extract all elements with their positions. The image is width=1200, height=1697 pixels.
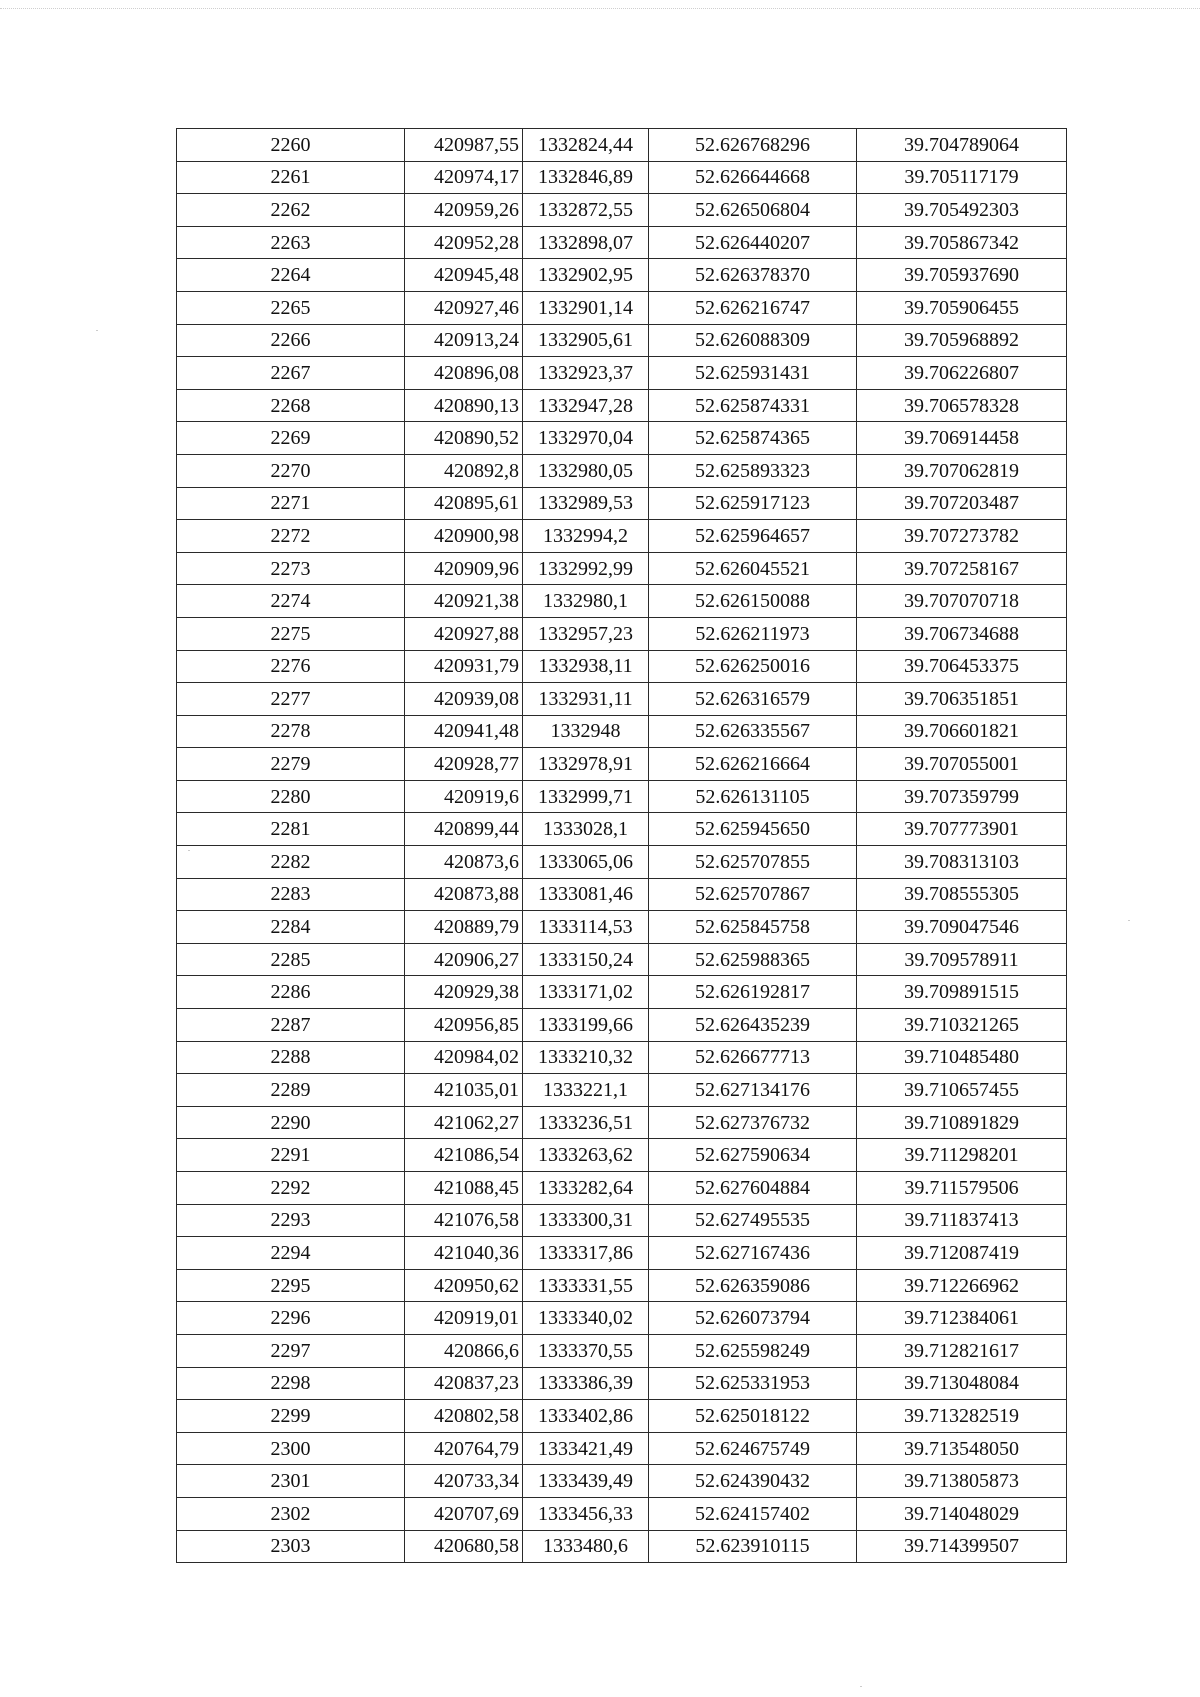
point-number-cell: 2275 bbox=[177, 617, 405, 650]
x-coordinate-cell: 420764,79 bbox=[405, 1432, 523, 1465]
table-row bbox=[177, 1432, 1067, 1465]
point-number-cell: 2283 bbox=[177, 878, 405, 911]
x-coordinate-cell: 420959,26 bbox=[405, 194, 523, 227]
longitude-cell: 39.710657455 bbox=[857, 1074, 1067, 1107]
x-coordinate-cell: 420984,02 bbox=[405, 1041, 523, 1074]
x-coordinate-cell: 420939,08 bbox=[405, 683, 523, 716]
latitude-cell: 52.627604884 bbox=[649, 1172, 857, 1205]
point-number-cell: 2299 bbox=[177, 1400, 405, 1433]
table-row bbox=[177, 683, 1067, 716]
table-row bbox=[177, 1465, 1067, 1498]
latitude-cell: 52.626073794 bbox=[649, 1302, 857, 1335]
table-row bbox=[177, 585, 1067, 618]
x-coordinate-cell: 420866,6 bbox=[405, 1334, 523, 1367]
y-coordinate-cell: 1333263,62 bbox=[523, 1139, 649, 1172]
longitude-cell: 39.705117179 bbox=[857, 161, 1067, 194]
point-number-cell: 2277 bbox=[177, 683, 405, 716]
table-row bbox=[177, 1041, 1067, 1074]
x-coordinate-cell: 420707,69 bbox=[405, 1497, 523, 1530]
longitude-cell: 39.708555305 bbox=[857, 878, 1067, 911]
latitude-cell: 52.627495535 bbox=[649, 1204, 857, 1237]
y-coordinate-cell: 1333114,53 bbox=[523, 911, 649, 944]
table-row bbox=[177, 650, 1067, 683]
point-number-cell: 2267 bbox=[177, 357, 405, 390]
table-row bbox=[177, 715, 1067, 748]
x-coordinate-cell: 420921,38 bbox=[405, 585, 523, 618]
point-number-cell: 2268 bbox=[177, 389, 405, 422]
longitude-cell: 39.704789064 bbox=[857, 129, 1067, 162]
longitude-cell: 39.707203487 bbox=[857, 487, 1067, 520]
longitude-cell: 39.714048029 bbox=[857, 1497, 1067, 1530]
table-row bbox=[177, 911, 1067, 944]
latitude-cell: 52.625893323 bbox=[649, 454, 857, 487]
latitude-cell: 52.626768296 bbox=[649, 129, 857, 162]
table-row bbox=[177, 748, 1067, 781]
x-coordinate-cell: 420873,88 bbox=[405, 878, 523, 911]
x-coordinate-cell: 420919,01 bbox=[405, 1302, 523, 1335]
x-coordinate-cell: 420733,34 bbox=[405, 1465, 523, 1498]
table-row bbox=[177, 552, 1067, 585]
latitude-cell: 52.626316579 bbox=[649, 683, 857, 716]
latitude-cell: 52.627134176 bbox=[649, 1074, 857, 1107]
x-coordinate-cell: 421088,45 bbox=[405, 1172, 523, 1205]
longitude-cell: 39.707258167 bbox=[857, 552, 1067, 585]
point-number-cell: 2261 bbox=[177, 161, 405, 194]
latitude-cell: 52.627376732 bbox=[649, 1106, 857, 1139]
y-coordinate-cell: 1333456,33 bbox=[523, 1497, 649, 1530]
y-coordinate-cell: 1333282,64 bbox=[523, 1172, 649, 1205]
y-coordinate-cell: 1332999,71 bbox=[523, 780, 649, 813]
table-row bbox=[177, 878, 1067, 911]
longitude-cell: 39.707070718 bbox=[857, 585, 1067, 618]
longitude-cell: 39.713048084 bbox=[857, 1367, 1067, 1400]
longitude-cell: 39.705492303 bbox=[857, 194, 1067, 227]
latitude-cell: 52.624157402 bbox=[649, 1497, 857, 1530]
longitude-cell: 39.707773901 bbox=[857, 813, 1067, 846]
x-coordinate-cell: 420680,58 bbox=[405, 1530, 523, 1563]
latitude-cell: 52.626378370 bbox=[649, 259, 857, 292]
table-row bbox=[177, 1269, 1067, 1302]
y-coordinate-cell: 1333300,31 bbox=[523, 1204, 649, 1237]
latitude-cell: 52.626506804 bbox=[649, 194, 857, 227]
longitude-cell: 39.712266962 bbox=[857, 1269, 1067, 1302]
latitude-cell: 52.626216747 bbox=[649, 291, 857, 324]
latitude-cell: 52.625964657 bbox=[649, 520, 857, 553]
point-number-cell: 2292 bbox=[177, 1172, 405, 1205]
table-row bbox=[177, 194, 1067, 227]
table-row bbox=[177, 520, 1067, 553]
y-coordinate-cell: 1333171,02 bbox=[523, 976, 649, 1009]
latitude-cell: 52.626644668 bbox=[649, 161, 857, 194]
latitude-cell: 52.626250016 bbox=[649, 650, 857, 683]
longitude-cell: 39.710485480 bbox=[857, 1041, 1067, 1074]
x-coordinate-cell: 420890,52 bbox=[405, 422, 523, 455]
y-coordinate-cell: 1333081,46 bbox=[523, 878, 649, 911]
point-number-cell: 2301 bbox=[177, 1465, 405, 1498]
latitude-cell: 52.626216664 bbox=[649, 748, 857, 781]
point-number-cell: 2284 bbox=[177, 911, 405, 944]
scan-speck bbox=[188, 850, 190, 851]
x-coordinate-cell: 420927,88 bbox=[405, 617, 523, 650]
table-row bbox=[177, 1009, 1067, 1042]
point-number-cell: 2294 bbox=[177, 1237, 405, 1270]
x-coordinate-cell: 420927,46 bbox=[405, 291, 523, 324]
longitude-cell: 39.708313103 bbox=[857, 846, 1067, 879]
longitude-cell: 39.706351851 bbox=[857, 683, 1067, 716]
x-coordinate-cell: 420890,13 bbox=[405, 389, 523, 422]
latitude-cell: 52.626359086 bbox=[649, 1269, 857, 1302]
latitude-cell: 52.625945650 bbox=[649, 813, 857, 846]
y-coordinate-cell: 1333210,32 bbox=[523, 1041, 649, 1074]
longitude-cell: 39.710891829 bbox=[857, 1106, 1067, 1139]
point-number-cell: 2278 bbox=[177, 715, 405, 748]
y-coordinate-cell: 1332978,91 bbox=[523, 748, 649, 781]
table-row bbox=[177, 1204, 1067, 1237]
latitude-cell: 52.625931431 bbox=[649, 357, 857, 390]
latitude-cell: 52.625845758 bbox=[649, 911, 857, 944]
point-number-cell: 2263 bbox=[177, 226, 405, 259]
table-row bbox=[177, 780, 1067, 813]
x-coordinate-cell: 420899,44 bbox=[405, 813, 523, 846]
y-coordinate-cell: 1333236,51 bbox=[523, 1106, 649, 1139]
x-coordinate-cell: 420913,24 bbox=[405, 324, 523, 357]
latitude-cell: 52.626677713 bbox=[649, 1041, 857, 1074]
scan-speck bbox=[1128, 920, 1130, 921]
x-coordinate-cell: 420956,85 bbox=[405, 1009, 523, 1042]
y-coordinate-cell: 1332989,53 bbox=[523, 487, 649, 520]
latitude-cell: 52.626335567 bbox=[649, 715, 857, 748]
y-coordinate-cell: 1332948 bbox=[523, 715, 649, 748]
y-coordinate-cell: 1332846,89 bbox=[523, 161, 649, 194]
x-coordinate-cell: 420837,23 bbox=[405, 1367, 523, 1400]
table-row bbox=[177, 389, 1067, 422]
y-coordinate-cell: 1332957,23 bbox=[523, 617, 649, 650]
table-row bbox=[177, 1106, 1067, 1139]
longitude-cell: 39.705968892 bbox=[857, 324, 1067, 357]
point-number-cell: 2288 bbox=[177, 1041, 405, 1074]
longitude-cell: 39.713282519 bbox=[857, 1400, 1067, 1433]
point-number-cell: 2303 bbox=[177, 1530, 405, 1563]
point-number-cell: 2295 bbox=[177, 1269, 405, 1302]
longitude-cell: 39.714399507 bbox=[857, 1530, 1067, 1563]
y-coordinate-cell: 1333221,1 bbox=[523, 1074, 649, 1107]
longitude-cell: 39.713548050 bbox=[857, 1432, 1067, 1465]
point-number-cell: 2297 bbox=[177, 1334, 405, 1367]
table-row bbox=[177, 617, 1067, 650]
latitude-cell: 52.626440207 bbox=[649, 226, 857, 259]
y-coordinate-cell: 1333150,24 bbox=[523, 943, 649, 976]
longitude-cell: 39.707055001 bbox=[857, 748, 1067, 781]
y-coordinate-cell: 1333421,49 bbox=[523, 1432, 649, 1465]
latitude-cell: 52.626150088 bbox=[649, 585, 857, 618]
y-coordinate-cell: 1333340,02 bbox=[523, 1302, 649, 1335]
latitude-cell: 52.624390432 bbox=[649, 1465, 857, 1498]
point-number-cell: 2296 bbox=[177, 1302, 405, 1335]
table-row bbox=[177, 1172, 1067, 1205]
table-row bbox=[177, 129, 1067, 162]
longitude-cell: 39.706578328 bbox=[857, 389, 1067, 422]
point-number-cell: 2290 bbox=[177, 1106, 405, 1139]
longitude-cell: 39.705867342 bbox=[857, 226, 1067, 259]
table-row bbox=[177, 943, 1067, 976]
y-coordinate-cell: 1332902,95 bbox=[523, 259, 649, 292]
table-row bbox=[177, 976, 1067, 1009]
y-coordinate-cell: 1333317,86 bbox=[523, 1237, 649, 1270]
latitude-cell: 52.625331953 bbox=[649, 1367, 857, 1400]
latitude-cell: 52.627590634 bbox=[649, 1139, 857, 1172]
point-number-cell: 2282 bbox=[177, 846, 405, 879]
table-row bbox=[177, 454, 1067, 487]
latitude-cell: 52.625707867 bbox=[649, 878, 857, 911]
longitude-cell: 39.711579506 bbox=[857, 1172, 1067, 1205]
table-row bbox=[177, 422, 1067, 455]
table-row bbox=[177, 161, 1067, 194]
latitude-cell: 52.625598249 bbox=[649, 1334, 857, 1367]
x-coordinate-cell: 420895,61 bbox=[405, 487, 523, 520]
table-row bbox=[177, 1400, 1067, 1433]
x-coordinate-cell: 420929,38 bbox=[405, 976, 523, 1009]
point-number-cell: 2285 bbox=[177, 943, 405, 976]
point-number-cell: 2262 bbox=[177, 194, 405, 227]
longitude-cell: 39.707273782 bbox=[857, 520, 1067, 553]
y-coordinate-cell: 1332970,04 bbox=[523, 422, 649, 455]
x-coordinate-cell: 420900,98 bbox=[405, 520, 523, 553]
x-coordinate-cell: 420889,79 bbox=[405, 911, 523, 944]
table-row bbox=[177, 1530, 1067, 1563]
x-coordinate-cell: 421040,36 bbox=[405, 1237, 523, 1270]
scan-speck bbox=[860, 1686, 862, 1687]
x-coordinate-cell: 420928,77 bbox=[405, 748, 523, 781]
y-coordinate-cell: 1332923,37 bbox=[523, 357, 649, 390]
coordinates-table-body bbox=[177, 129, 1067, 1563]
table-row bbox=[177, 487, 1067, 520]
x-coordinate-cell: 421035,01 bbox=[405, 1074, 523, 1107]
latitude-cell: 52.625018122 bbox=[649, 1400, 857, 1433]
latitude-cell: 52.625707855 bbox=[649, 846, 857, 879]
x-coordinate-cell: 420896,08 bbox=[405, 357, 523, 390]
point-number-cell: 2264 bbox=[177, 259, 405, 292]
latitude-cell: 52.626211973 bbox=[649, 617, 857, 650]
latitude-cell: 52.625988365 bbox=[649, 943, 857, 976]
point-number-cell: 2279 bbox=[177, 748, 405, 781]
scan-speck bbox=[96, 330, 98, 331]
table-row bbox=[177, 226, 1067, 259]
x-coordinate-cell: 421062,27 bbox=[405, 1106, 523, 1139]
table-row bbox=[177, 1139, 1067, 1172]
x-coordinate-cell: 420906,27 bbox=[405, 943, 523, 976]
longitude-cell: 39.707359799 bbox=[857, 780, 1067, 813]
longitude-cell: 39.711837413 bbox=[857, 1204, 1067, 1237]
y-coordinate-cell: 1332994,2 bbox=[523, 520, 649, 553]
table-row bbox=[177, 1334, 1067, 1367]
table-row bbox=[177, 259, 1067, 292]
table-row bbox=[177, 357, 1067, 390]
longitude-cell: 39.705937690 bbox=[857, 259, 1067, 292]
y-coordinate-cell: 1333065,06 bbox=[523, 846, 649, 879]
point-number-cell: 2271 bbox=[177, 487, 405, 520]
latitude-cell: 52.623910115 bbox=[649, 1530, 857, 1563]
longitude-cell: 39.713805873 bbox=[857, 1465, 1067, 1498]
point-number-cell: 2300 bbox=[177, 1432, 405, 1465]
point-number-cell: 2270 bbox=[177, 454, 405, 487]
y-coordinate-cell: 1332898,07 bbox=[523, 226, 649, 259]
longitude-cell: 39.706734688 bbox=[857, 617, 1067, 650]
x-coordinate-cell: 421086,54 bbox=[405, 1139, 523, 1172]
y-coordinate-cell: 1332980,05 bbox=[523, 454, 649, 487]
longitude-cell: 39.706453375 bbox=[857, 650, 1067, 683]
longitude-cell: 39.706601821 bbox=[857, 715, 1067, 748]
x-coordinate-cell: 420892,8 bbox=[405, 454, 523, 487]
y-coordinate-cell: 1332824,44 bbox=[523, 129, 649, 162]
y-coordinate-cell: 1333402,86 bbox=[523, 1400, 649, 1433]
table-row bbox=[177, 846, 1067, 879]
x-coordinate-cell: 420919,6 bbox=[405, 780, 523, 813]
y-coordinate-cell: 1332980,1 bbox=[523, 585, 649, 618]
y-coordinate-cell: 1332872,55 bbox=[523, 194, 649, 227]
point-number-cell: 2276 bbox=[177, 650, 405, 683]
table-row bbox=[177, 291, 1067, 324]
point-number-cell: 2286 bbox=[177, 976, 405, 1009]
point-number-cell: 2274 bbox=[177, 585, 405, 618]
y-coordinate-cell: 1333028,1 bbox=[523, 813, 649, 846]
point-number-cell: 2287 bbox=[177, 1009, 405, 1042]
point-number-cell: 2302 bbox=[177, 1497, 405, 1530]
table-row bbox=[177, 813, 1067, 846]
point-number-cell: 2298 bbox=[177, 1367, 405, 1400]
longitude-cell: 39.707062819 bbox=[857, 454, 1067, 487]
x-coordinate-cell: 420974,17 bbox=[405, 161, 523, 194]
y-coordinate-cell: 1333386,39 bbox=[523, 1367, 649, 1400]
point-number-cell: 2265 bbox=[177, 291, 405, 324]
point-number-cell: 2266 bbox=[177, 324, 405, 357]
table-row bbox=[177, 1074, 1067, 1107]
x-coordinate-cell: 420950,62 bbox=[405, 1269, 523, 1302]
latitude-cell: 52.626192817 bbox=[649, 976, 857, 1009]
longitude-cell: 39.712821617 bbox=[857, 1334, 1067, 1367]
scan-edge-line bbox=[0, 8, 1200, 9]
y-coordinate-cell: 1332905,61 bbox=[523, 324, 649, 357]
point-number-cell: 2293 bbox=[177, 1204, 405, 1237]
longitude-cell: 39.712087419 bbox=[857, 1237, 1067, 1270]
y-coordinate-cell: 1333370,55 bbox=[523, 1334, 649, 1367]
latitude-cell: 52.626045521 bbox=[649, 552, 857, 585]
coordinates-table bbox=[176, 128, 1067, 1563]
longitude-cell: 39.705906455 bbox=[857, 291, 1067, 324]
latitude-cell: 52.625917123 bbox=[649, 487, 857, 520]
y-coordinate-cell: 1332901,14 bbox=[523, 291, 649, 324]
latitude-cell: 52.625874331 bbox=[649, 389, 857, 422]
x-coordinate-cell: 420952,28 bbox=[405, 226, 523, 259]
x-coordinate-cell: 420802,58 bbox=[405, 1400, 523, 1433]
x-coordinate-cell: 420945,48 bbox=[405, 259, 523, 292]
point-number-cell: 2273 bbox=[177, 552, 405, 585]
table-row bbox=[177, 1237, 1067, 1270]
longitude-cell: 39.706914458 bbox=[857, 422, 1067, 455]
y-coordinate-cell: 1333331,55 bbox=[523, 1269, 649, 1302]
y-coordinate-cell: 1333199,66 bbox=[523, 1009, 649, 1042]
longitude-cell: 39.709891515 bbox=[857, 976, 1067, 1009]
longitude-cell: 39.709578911 bbox=[857, 943, 1067, 976]
latitude-cell: 52.627167436 bbox=[649, 1237, 857, 1270]
y-coordinate-cell: 1332947,28 bbox=[523, 389, 649, 422]
y-coordinate-cell: 1333480,6 bbox=[523, 1530, 649, 1563]
x-coordinate-cell: 420931,79 bbox=[405, 650, 523, 683]
x-coordinate-cell: 420873,6 bbox=[405, 846, 523, 879]
latitude-cell: 52.626131105 bbox=[649, 780, 857, 813]
x-coordinate-cell: 421076,58 bbox=[405, 1204, 523, 1237]
point-number-cell: 2280 bbox=[177, 780, 405, 813]
latitude-cell: 52.625874365 bbox=[649, 422, 857, 455]
point-number-cell: 2281 bbox=[177, 813, 405, 846]
x-coordinate-cell: 420941,48 bbox=[405, 715, 523, 748]
latitude-cell: 52.626088309 bbox=[649, 324, 857, 357]
table-row bbox=[177, 1497, 1067, 1530]
point-number-cell: 2269 bbox=[177, 422, 405, 455]
point-number-cell: 2272 bbox=[177, 520, 405, 553]
longitude-cell: 39.711298201 bbox=[857, 1139, 1067, 1172]
point-number-cell: 2289 bbox=[177, 1074, 405, 1107]
point-number-cell: 2291 bbox=[177, 1139, 405, 1172]
latitude-cell: 52.626435239 bbox=[649, 1009, 857, 1042]
y-coordinate-cell: 1332938,11 bbox=[523, 650, 649, 683]
point-number-cell: 2260 bbox=[177, 129, 405, 162]
table-row bbox=[177, 324, 1067, 357]
y-coordinate-cell: 1332931,11 bbox=[523, 683, 649, 716]
latitude-cell: 52.624675749 bbox=[649, 1432, 857, 1465]
x-coordinate-cell: 420987,55 bbox=[405, 129, 523, 162]
table-row bbox=[177, 1367, 1067, 1400]
longitude-cell: 39.712384061 bbox=[857, 1302, 1067, 1335]
table-row bbox=[177, 1302, 1067, 1335]
longitude-cell: 39.710321265 bbox=[857, 1009, 1067, 1042]
longitude-cell: 39.706226807 bbox=[857, 357, 1067, 390]
y-coordinate-cell: 1333439,49 bbox=[523, 1465, 649, 1498]
x-coordinate-cell: 420909,96 bbox=[405, 552, 523, 585]
longitude-cell: 39.709047546 bbox=[857, 911, 1067, 944]
y-coordinate-cell: 1332992,99 bbox=[523, 552, 649, 585]
